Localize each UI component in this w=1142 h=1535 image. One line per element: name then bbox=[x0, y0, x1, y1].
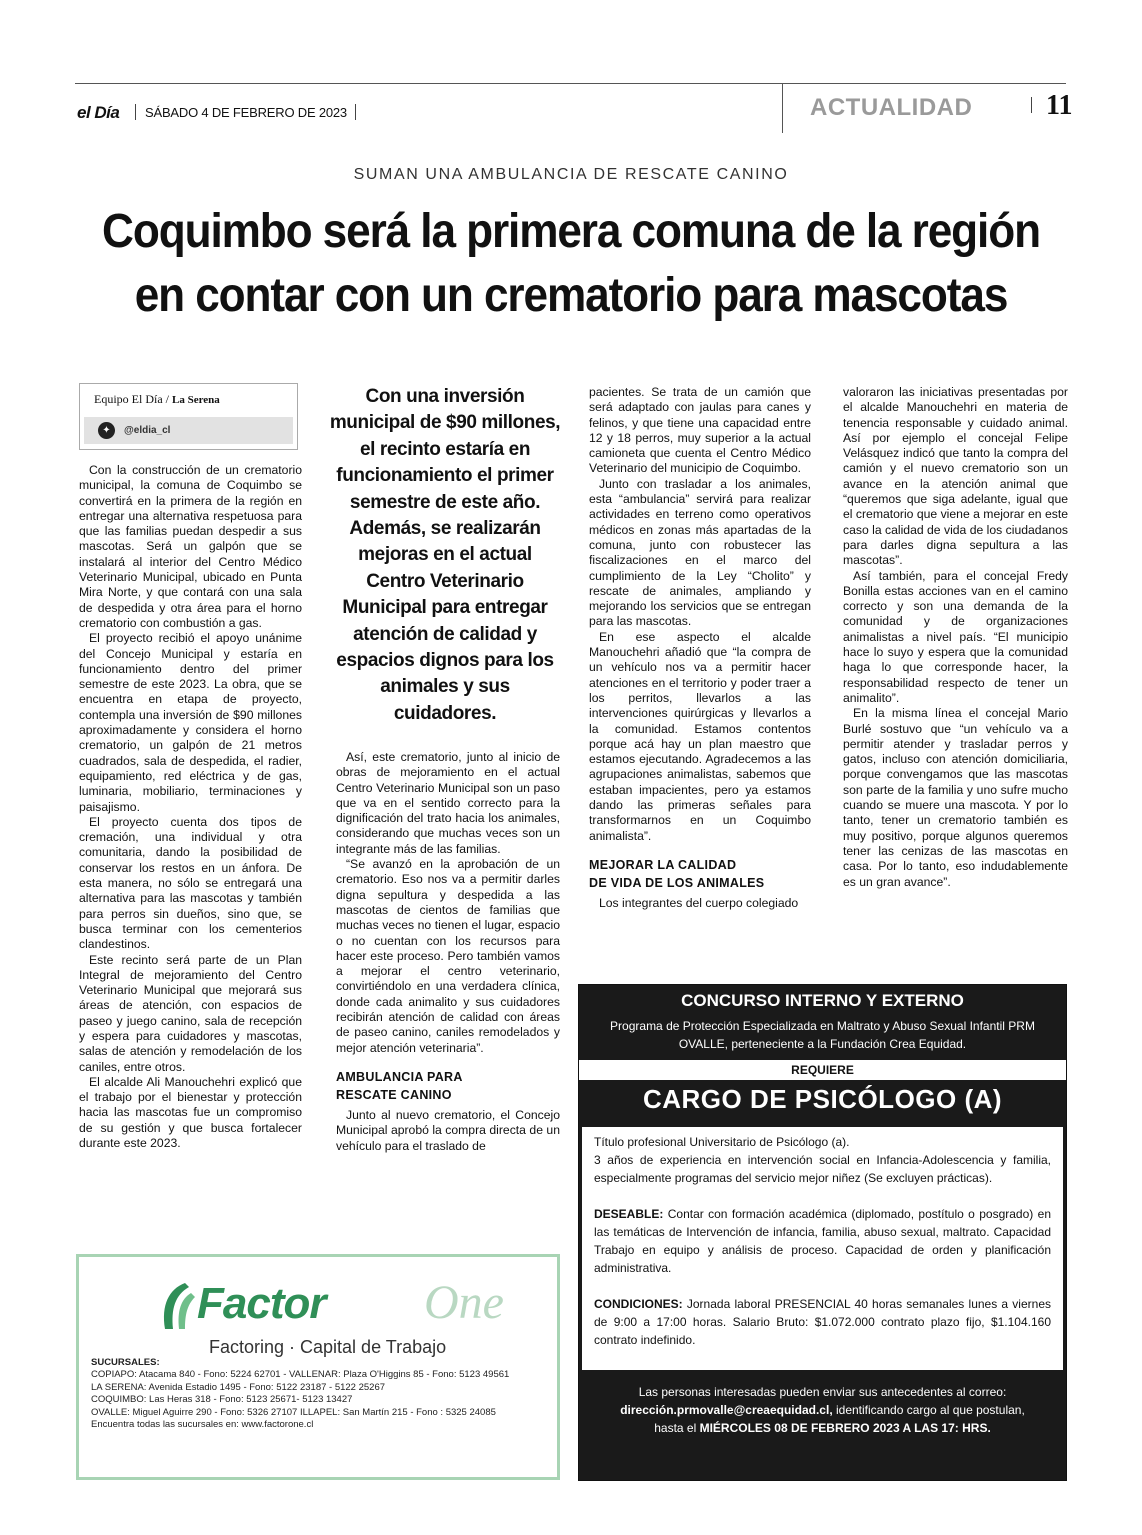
factor-one-logo-icon bbox=[155, 1279, 197, 1333]
top-rule bbox=[75, 83, 1066, 84]
job-ad-title: CONCURSO INTERNO Y EXTERNO bbox=[681, 991, 964, 1010]
byline-team: Equipo El Día / bbox=[94, 392, 169, 406]
branches-title: SUCURSALES: bbox=[91, 1357, 160, 1368]
section-divider bbox=[782, 84, 783, 133]
paragraph: pacientes. Se trata de un camión que será adaptado con jaulas para canes y felinos, y que tiene una capacidad entre 12 y 18 perros, muy superior a la actual camioneta que cuenta el Centro Médico Veterinario del municipio de Coquimbo. bbox=[589, 385, 811, 476]
paragraph: Este recinto será parte de un Plan Integral de mejoramiento del Centro Veterinario Municipal que mejorará sus áreas de atención, con espacios de paseo y juego canino, sala de recepción y espera para cuidadores y mascotas, salas de atención y remodelación de los caniles, entre otros. bbox=[79, 952, 302, 1074]
byline-social bbox=[84, 417, 293, 444]
article-column-2 bbox=[336, 750, 560, 1154]
footer-line bbox=[587, 1419, 1058, 1437]
paragraph: Así también, para el concejal Fredy Bonilla estas acciones van en el camino correcto y son una demanda de la comunidad y de organizaciones animalistas a nivel país. “El municipio hace lo suyo y espera que la comunidad haga lo que corresponde hacer, la responsabilidad respecto de tener un animalito”. bbox=[843, 568, 1068, 705]
paragraph: Junto con trasladar a los animales, esta “ambulancia” servirá para realizar actividades en terreno como operativos médicos en zonas más apartadas de la comuna, junto con robustecer las fiscalizaciones en el marco del cumplimiento de la Ley “Cholito” y rescate de animales, ampliando y mejorando los servicios que se entregan para las mascotas. bbox=[589, 476, 811, 629]
page-number: 11 bbox=[1046, 90, 1073, 121]
job-ad-deadline: MIÉRCOLES 08 DE FEBRERO 2023 A LAS 17: HRS. bbox=[699, 1421, 991, 1435]
branch-line: COPIAPO: Atacama 840 - Fono: 5224 62701 - VALLENAR: Plaza O'Higgins 85 - Fono: 5123 49561 bbox=[91, 1369, 510, 1381]
subhead-line: RESCATE CANINO bbox=[336, 1087, 452, 1102]
factor-one-tagline: Factoring · Capital de Trabajo bbox=[209, 1337, 447, 1357]
job-ad-condiciones bbox=[594, 1295, 1051, 1349]
twitter-handle[interactable]: @eldia_cl bbox=[124, 425, 171, 436]
article-column-3 bbox=[589, 385, 811, 911]
article-kicker: SUMAN UNA AMBULANCIA DE RESCATE CANINO bbox=[353, 166, 789, 183]
byline bbox=[94, 392, 220, 407]
branch-line: OVALLE: Miguel Aguirre 290 - Fono: 5326 27107 ILLAPEL: San Martín 215 - Fono : 5325 24085 bbox=[91, 1406, 496, 1418]
article-column-1 bbox=[79, 463, 302, 1151]
header-separator bbox=[135, 104, 136, 120]
job-ad-requirements bbox=[582, 1127, 1063, 1370]
paragraph: En la misma línea el concejal Mario Burlé sostuvo que “un vehículo va a permitir atender y trasladar perros y gatos, incluso con atención domiciliaria, porque convengamos que las mascotas son parte de la familia y uno sufre mucho cuando se muere una mascota. Y por lo tanto, tener un crematorio también es muy positivo, porque algunos queremos tener las cenizas de las mascotas en casa. Por lo tanto, eso indudablemente es un gran avance”. bbox=[843, 706, 1068, 889]
byline-box bbox=[79, 383, 298, 450]
paragraph: Con la construcción de un crematorio municipal, la comuna de Coquimbo se convertirá en la primera de la región en entregar una alternativa respetuosa para que las familias puedan despedir a sus mascotas. Será un galpón que se instalará al interior del Centro Médico Veterinario Municipal, ubicado en Punta Mira Norte, y que contará con una sala de despedida y otra área para el horno crematorio con combustión a gas. bbox=[79, 463, 302, 630]
deseable-label: DESEABLE: bbox=[594, 1207, 664, 1221]
branch-line: COQUIMBO: Las Heras 318 - Fono: 5123 25671- 5123 13427 bbox=[91, 1394, 353, 1406]
paragraph: Junto al nuevo crematorio, el Concejo Municipal aprobó la compra directa de un vehículo para el traslado de bbox=[336, 1107, 560, 1153]
job-ad-program: Programa de Protección Especializada en Maltrato y Abuso Sexual Infantil PRM OVALLE, perteneciente a la Fundación Crea Equidad. bbox=[610, 1019, 1035, 1051]
requirement: 3 años de experiencia en intervención social en Infancia-Adolescencia y familia, especialmente programas del servicio mejor niñez (Se excluyen prácticas). bbox=[594, 1153, 1051, 1185]
byline-city: La Serena bbox=[172, 394, 220, 406]
paragraph: Así, este crematorio, junto al inicio de obras de mejoramiento en el actual Centro Veterinario Municipal son un paso que va en el sentido correcto para la dignificación del trato hacia los animales, considerando que muchas veces son un integrante más de las familias. bbox=[336, 750, 560, 856]
twitter-icon: ✦ bbox=[98, 422, 115, 439]
subhead-calidad bbox=[589, 856, 811, 892]
factor-one-branches bbox=[91, 1357, 551, 1431]
requirement: Título profesional Universitario de Psicólogo (a). bbox=[594, 1135, 850, 1149]
paragraph: valoraron las iniciativas presentadas por el alcalde Manouchehri en materia de tenencia responsable y cuidado animal. Así por ejemplo el concejal Felipe Velásquez indicó que tanto la compra del camión y el nuevo crematorio son un avance en la atención animal que “queremos que siga adelante, igual que el crematorio que viene a mejorar en este caso la calidad de vida de los ciudadanos para darles digna sepultura a las mascotas”. bbox=[843, 385, 1068, 568]
subhead-line: DE VIDA DE LOS ANIMALES bbox=[589, 875, 765, 890]
job-ad-footer bbox=[587, 1383, 1058, 1437]
footer-line bbox=[587, 1401, 1058, 1419]
header-separator bbox=[355, 104, 356, 120]
condiciones-text: Jornada laboral PRESENCIAL 40 horas semanales lunes a viernes de 9:00 a 17:00 horas. Salario Bruto: $1.072.000 contrato plazo fijo, $1.104.160 contrato indefinido. bbox=[594, 1297, 1051, 1347]
pull-quote: Con una inversión municipal de $90 millones, el recinto estaría en funcionamiento el primer semestre de este año. Además, se realizarán mejoras en el actual Centro Veterinario Municipal para entregar atención de calidad y espacios dignos para los animales y sus cuidadores. bbox=[329, 386, 561, 724]
factor-one-ad[interactable] bbox=[76, 1254, 560, 1480]
job-ad-requiere: REQUIERE bbox=[579, 1060, 1066, 1080]
article-column-4 bbox=[843, 385, 1068, 890]
job-ad-deseable bbox=[594, 1205, 1051, 1277]
paragraph: El proyecto cuenta dos tipos de cremación, una individual y otra comunitaria, dando la posibilidad de conservar los restos en un ánfora. De esta manera, no sólo se entregará una alternativa para las mascotas y también para perros sin dueños, sino que, se busca terminar con los cementerios clandestinos. bbox=[79, 814, 302, 952]
factor-one-brand-suffix: One bbox=[424, 1276, 504, 1329]
subhead-ambulancia bbox=[336, 1068, 560, 1104]
deseable-text: Contar con formación académica (diplomado, postítulo o posgrado) en las temáticas de Intervención de infancia, familia, abuso sexual, maltrato. Capacidad Trabajo en equipo y análisis de proceso. Capacidad de orden y planificación administrativa. bbox=[594, 1207, 1051, 1275]
branch-line[interactable]: Encuentra todas las sucursales en: www.factorone.cl bbox=[91, 1419, 314, 1431]
masthead-logo: el Día bbox=[77, 103, 120, 122]
paragraph: El proyecto recibió el apoyo unánime del Concejo Municipal y estaría en funcionamiento dentro del primer semestre de este 2023. La obra, que se encuentra en etapa de proyecto, contempla una inversión de $90 millones aproximadamente y considera el horno crematorio, un galpón de 21 metros cuadrados, sala de despedida, el radier, equipamiento, red eléctrica y de gas, luminaria, mobiliario, terminaciones y paisajismo. bbox=[79, 631, 302, 814]
footer-line: Las personas interesadas pueden enviar sus antecedentes al correo: bbox=[638, 1385, 1007, 1399]
footer-text: hasta el bbox=[654, 1421, 700, 1435]
footer-text: identificando cargo al que postulan, bbox=[832, 1403, 1025, 1417]
paragraph: En ese aspecto el alcalde Manouchehri añadió que “la compra de un vehículo nos va a permitir hacer atenciones en el territorio y poder traer a los perritos, llevarlos a las intervenciones quirúrgicas y llevarlos a la comunidad. Estamos contentos porque acá hay un plan maestro que estamos ejecutando. Agradecemos a las agrupaciones animalistas, sabemos que estaban impacientes, pero ya estamos dando las primeras señales para transformarnos en un Coquimbo animalista”. bbox=[589, 629, 811, 843]
subhead-line: MEJORAR LA CALIDAD bbox=[589, 857, 737, 872]
factor-one-brand: Factor bbox=[197, 1279, 326, 1328]
paragraph: Los integrantes del cuerpo colegiado bbox=[599, 895, 799, 910]
branch-line: LA SERENA: Avenida Estadio 1495 - Fono: 5122 23187 - 5122 25267 bbox=[91, 1381, 386, 1393]
headline-line-1: Coquimbo será la primera comuna de la región bbox=[102, 205, 1040, 258]
section-title: ACTUALIDAD bbox=[810, 94, 973, 121]
paragraph: “Se avanzó en la aprobación de un crematorio. Eso nos va a permitir darles digna sepultura y despedida a las mascotas de cientos de familias que muchas veces no tienen el lugar, espacio o no cuentan con los recursos para hacer este proceso. Pero también vamos a mejorar el centro veterinario, convirtiéndolo en una verdadera clínica, donde cada animalito y sus cuidadores recibirán atención de calidad con áreas de paseo canino, caniles remodelados y mejor atención veterinaria”. bbox=[336, 857, 560, 1055]
header-separator bbox=[1031, 97, 1032, 113]
job-ad-email[interactable]: dirección.prmovalle@creaequidad.cl, bbox=[620, 1403, 833, 1417]
job-ad-position: CARGO DE PSICÓLOGO (A) bbox=[642, 1084, 1003, 1114]
headline-line-2: en contar con un crematorio para mascotas bbox=[134, 269, 1008, 322]
condiciones-label: CONDICIONES: bbox=[594, 1297, 683, 1311]
job-ad bbox=[578, 984, 1067, 1481]
paragraph: El alcalde Ali Manouchehri explicó que el trabajo por el bienestar y protección hacia las mascotas fue un compromiso de su gestión y que busca fortalecer durante este 2023. bbox=[79, 1074, 302, 1151]
article-headline bbox=[82, 200, 1059, 328]
subhead-line: AMBULANCIA PARA bbox=[336, 1069, 463, 1084]
issue-date: SÁBADO 4 DE FEBRERO DE 2023 bbox=[145, 105, 347, 120]
